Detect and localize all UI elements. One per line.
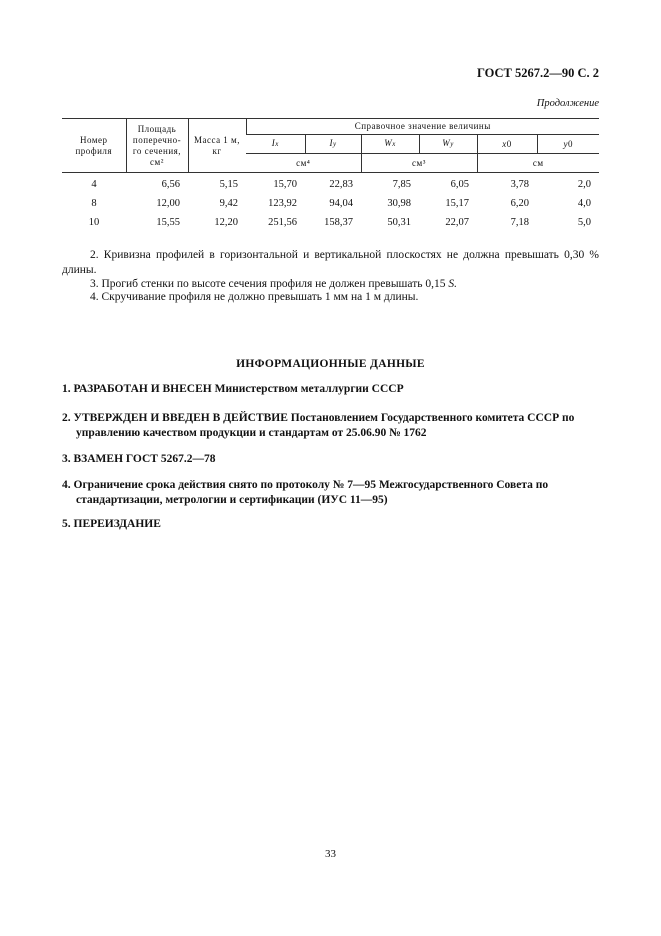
info-item-4: 4. Ограничение срока действия снято по протоколу № 7—95 Межгосударственного Совета по стандартизации, метрологии и сертификации (ИУС 11—95) (62, 479, 549, 506)
note-3: 3. Прогиб стенки по высоте сечения профиля не должен превышать 0,15 S. (90, 278, 457, 290)
info-item-2: 2. УТВЕРЖДЕН И ВВЕДЕН В ДЕЙСТВИЕ Постановлением Государственного комитета СССР по управлению качеством продукции и стандартам от 25.06.90 № 1762 (62, 412, 575, 439)
header-mass: Масса 1 м, кг (188, 119, 246, 173)
header-area: Площадь поперечно- го сечения, см² (126, 119, 188, 173)
table-cell: 9,42 (219, 197, 238, 209)
table-row (62, 211, 599, 230)
table-cell: 158,37 (324, 216, 353, 228)
unit-cm3: см³ (361, 154, 477, 173)
info-item-5: 5. ПЕРЕИЗДАНИЕ (62, 518, 161, 530)
unit-cm4: см⁴ (246, 154, 361, 173)
table-cell: 2,0 (577, 178, 591, 190)
profile-table (62, 118, 599, 230)
table-cell: 10 (88, 216, 100, 228)
unit-cm: см (477, 154, 599, 173)
info-item-1: 1. РАЗРАБОТАН И ВНЕСЕН Министерством металлургии СССР (62, 383, 404, 395)
note-2: 2. Кривизна профилей в горизонтальной и вертикальной плоскостях не должна превышать 0,30 % длины. (62, 249, 599, 276)
info-section-title: ИНФОРМАЦИОННЫЕ ДАННЫЕ (236, 358, 425, 370)
table-cell: 6,05 (450, 178, 469, 190)
document-header: ГОСТ 5267.2—90 С. 2 (476, 66, 599, 80)
table-cell: 22,07 (445, 216, 469, 228)
table-cell: 7,85 (392, 178, 411, 190)
header-ix: Ix (246, 135, 305, 154)
table-cell: 7,18 (510, 216, 529, 228)
table-row (62, 192, 599, 211)
table-cell: 30,98 (387, 197, 411, 209)
table-row (62, 173, 599, 193)
table-cell: 15,55 (156, 216, 180, 228)
table-cell: 6,20 (510, 197, 529, 209)
table-cell: 8 (91, 197, 97, 209)
page-number: 33 (325, 848, 336, 860)
header-reference: Справочное значение величины (246, 119, 599, 135)
table-cell: 3,78 (510, 178, 529, 190)
header-profile-number: Номер профиля (62, 119, 126, 173)
header-y0: y0 (537, 135, 599, 154)
table-cell: 50,31 (387, 216, 411, 228)
table-cell: 12,20 (214, 216, 238, 228)
note-4: 4. Скручивание профиля не должно превышать 1 мм на 1 м длины. (90, 291, 419, 303)
table-cell: 4 (91, 178, 97, 190)
table-cell: 4,0 (577, 197, 591, 209)
table-cell: 12,00 (156, 197, 180, 209)
table-cell: 15,70 (273, 178, 297, 190)
header-x0: x0 (477, 135, 537, 154)
header-wy: Wy (419, 135, 477, 154)
table-cell: 6,56 (161, 178, 180, 190)
header-wx: Wx (361, 135, 419, 154)
header-iy: Iy (305, 135, 361, 154)
table-cell: 123,92 (268, 197, 297, 209)
table-cell: 5,15 (219, 178, 238, 190)
info-item-3: 3. ВЗАМЕН ГОСТ 5267.2—78 (62, 453, 216, 465)
continuation-label: Продолжение (536, 98, 599, 109)
table-cell: 251,56 (268, 216, 297, 228)
table-cell: 22,83 (329, 178, 353, 190)
table-cell: 94,04 (329, 197, 353, 209)
table-cell: 15,17 (445, 197, 469, 209)
table-cell: 5,0 (577, 216, 591, 228)
